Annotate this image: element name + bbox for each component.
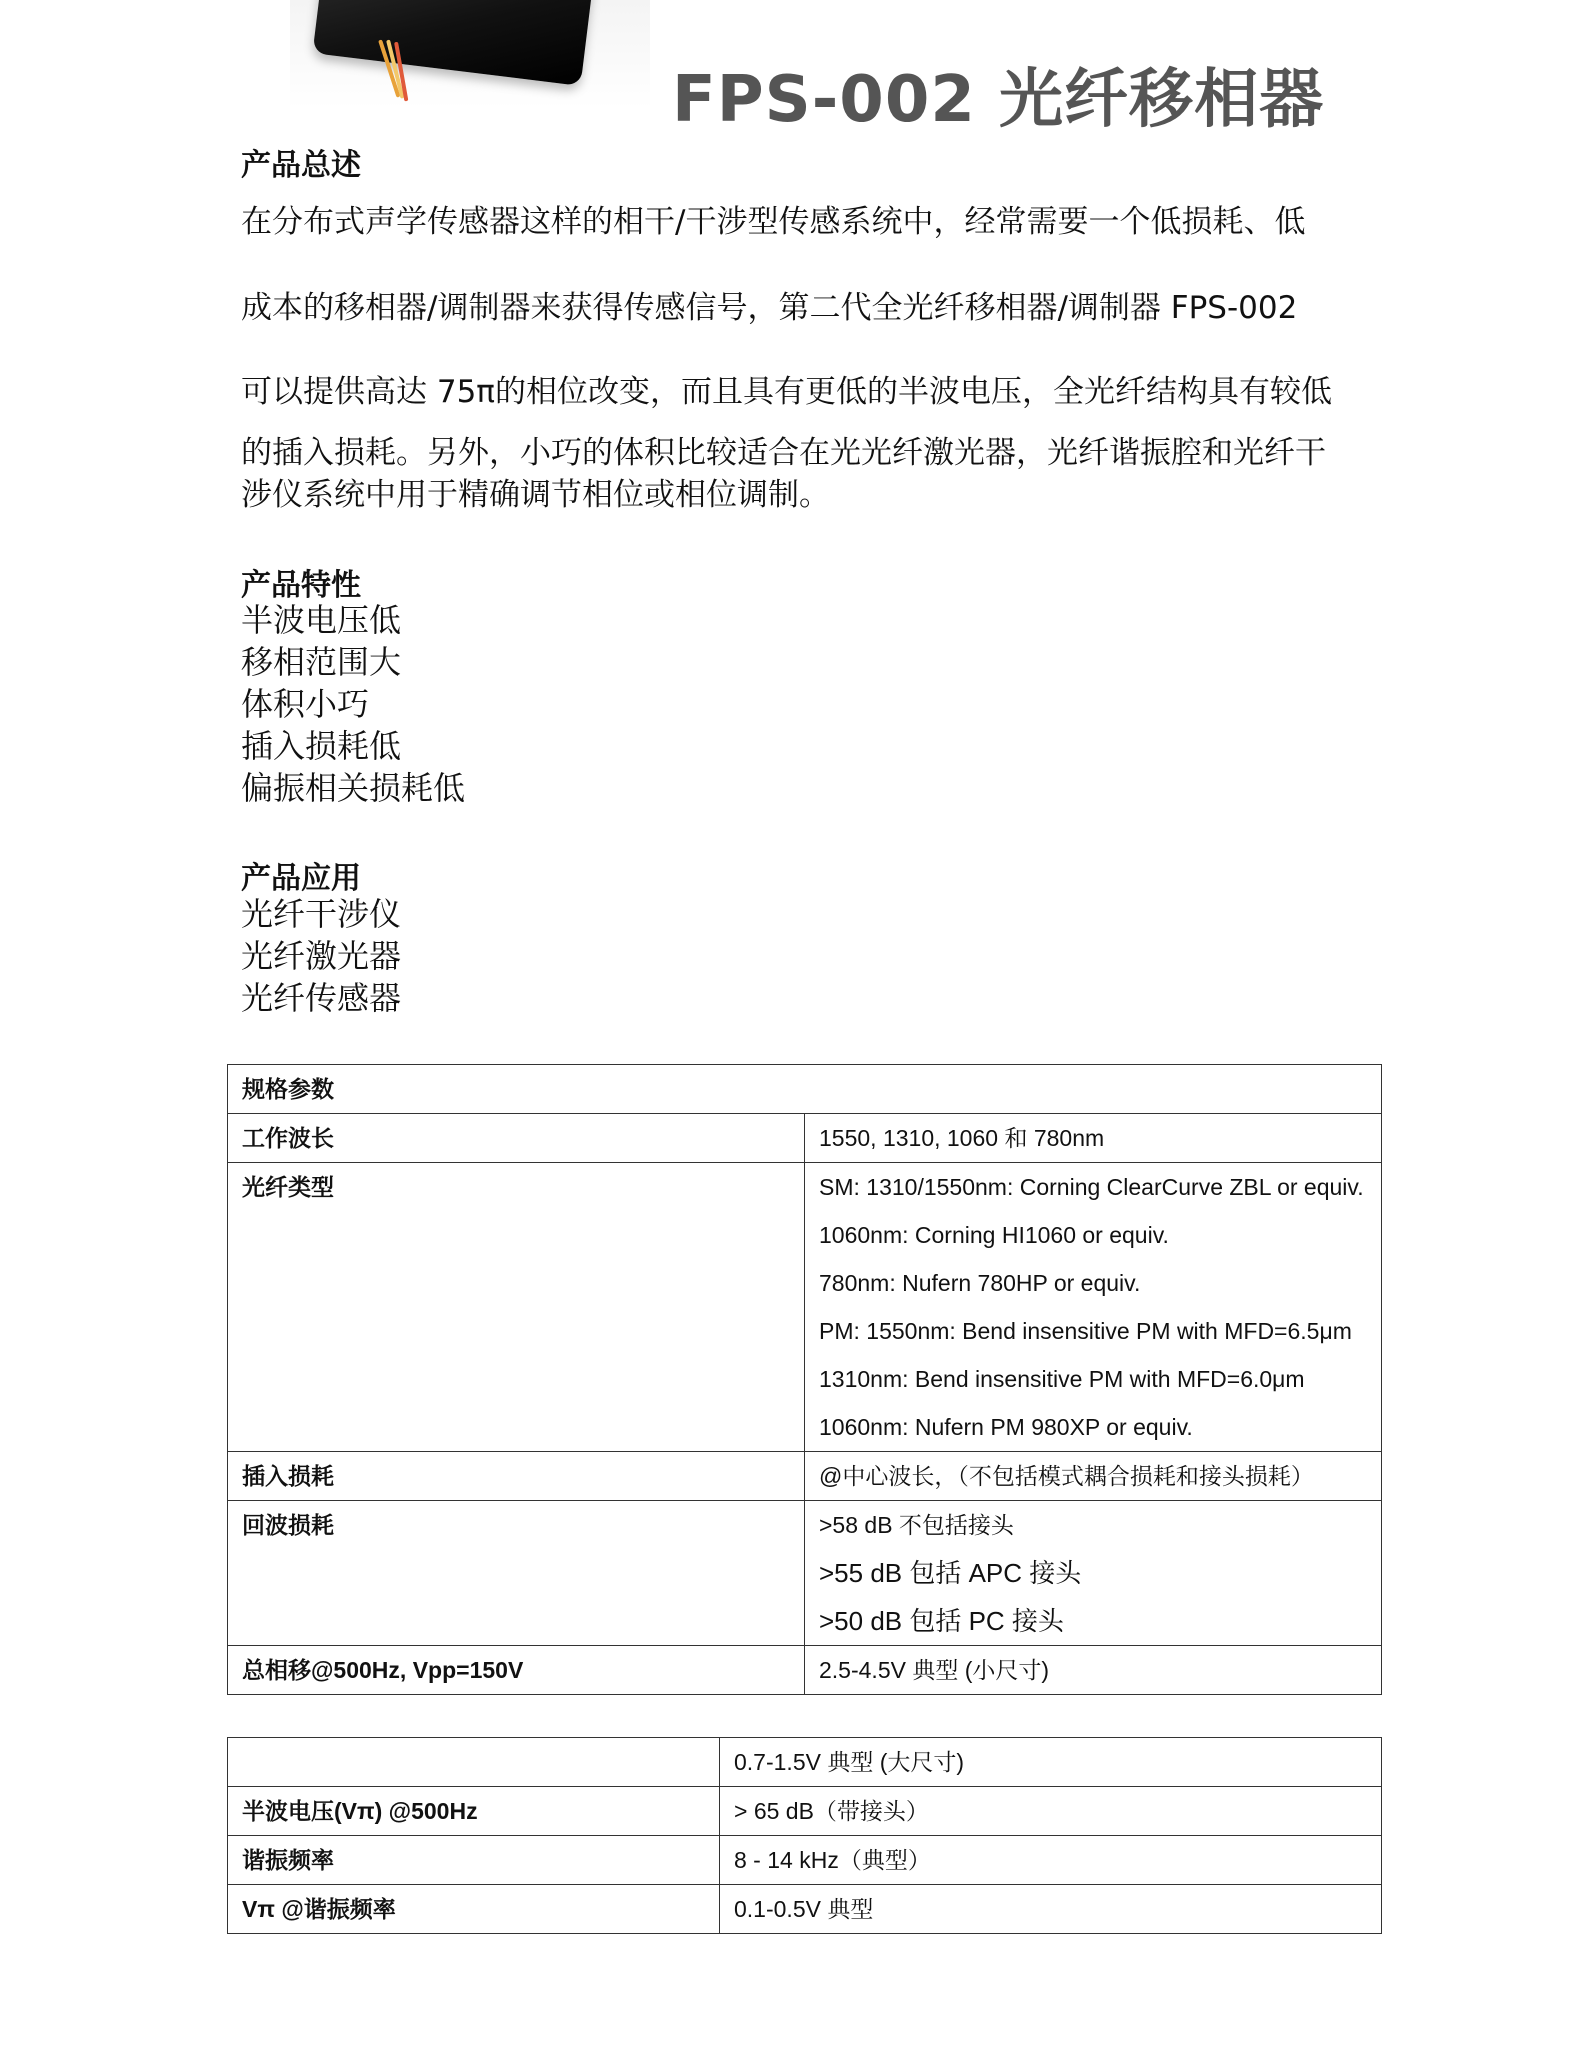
overview-heading: 产品总述	[241, 148, 361, 183]
overview-line: 成本的移相器/调制器来获得传感信号，第二代全光纤移相器/调制器 FPS-002	[241, 290, 1298, 326]
spec-table-header: 规格参数	[228, 1065, 1382, 1114]
spec-value: 0.1-0.5V 典型	[720, 1885, 1382, 1934]
spec-key: 回波损耗	[228, 1501, 805, 1646]
feature-item: 体积小巧	[241, 685, 370, 723]
spec-key: 插入损耗	[228, 1452, 805, 1501]
feature-item: 偏振相关损耗低	[241, 769, 466, 807]
spec-table	[227, 1064, 1382, 1695]
spec-table-continued	[227, 1737, 1382, 1934]
features-list	[241, 599, 465, 809]
table-row	[228, 1501, 1382, 1646]
spec-value: SM: 1310/1550nm: Corning ClearCurve ZBL or equiv. 1060nm: Corning HI1060 or equiv. 780nm: Nufern 780HP or equiv. PM: 1550nm: Bend insensitive PM with MFD=6.5μm 1310nm: Bend insensitive PM with MFD=6.0μm 1060nm: Nufern PM 980XP or equiv.	[805, 1163, 1382, 1452]
table-row	[228, 1065, 1382, 1114]
spec-value: @中心波长，（不包括模式耦合损耗和接头损耗）	[805, 1452, 1382, 1501]
table-row	[228, 1787, 1382, 1836]
spec-key: 半波电压(Vπ) @500Hz	[228, 1787, 720, 1836]
spec-value: >58 dB 不包括接头 >55 dB 包括 APC 接头 >50 dB 包括 PC 接头	[805, 1501, 1382, 1646]
applications-heading: 产品应用	[241, 861, 361, 896]
table-row	[228, 1836, 1382, 1885]
application-item: 光纤干涉仪	[241, 895, 402, 933]
spec-key: 总相移@500Hz, Vpp=150V	[228, 1646, 805, 1695]
feature-item: 半波电压低	[241, 601, 402, 639]
page-title: FPS-002 光纤移相器	[672, 63, 1325, 137]
spec-value: 0.7-1.5V 典型 (大尺寸)	[720, 1738, 1382, 1787]
spec-value: 2.5-4.5V 典型 (小尺寸)	[805, 1646, 1382, 1695]
spec-key: Vπ @谐振频率	[228, 1885, 720, 1934]
spec-key: 光纤类型	[228, 1163, 805, 1452]
spec-value: > 65 dB（带接头）	[720, 1787, 1382, 1836]
spec-key	[228, 1738, 720, 1787]
table-row	[228, 1114, 1382, 1163]
spec-key: 工作波长	[228, 1114, 805, 1163]
spec-value: 8 - 14 kHz（典型）	[720, 1836, 1382, 1885]
table-row	[228, 1885, 1382, 1934]
feature-item: 插入损耗低	[241, 727, 402, 765]
table-row	[228, 1738, 1382, 1787]
feature-item: 移相范围大	[241, 643, 402, 681]
application-item: 光纤激光器	[241, 937, 402, 975]
features-heading: 产品特性	[241, 568, 361, 603]
overview-line: 在分布式声学传感器这样的相干/干涉型传感系统中，经常需要一个低损耗、低	[241, 204, 1306, 240]
table-row	[228, 1163, 1382, 1452]
spec-value: 1550, 1310, 1060 和 780nm	[805, 1114, 1382, 1163]
overview-line: 的插入损耗。另外，小巧的体积比较适合在光光纤激光器，光纤谐振腔和光纤干	[241, 435, 1326, 471]
product-image	[290, 0, 650, 108]
application-item: 光纤传感器	[241, 979, 402, 1017]
spec-key: 谐振频率	[228, 1836, 720, 1885]
overview-line: 可以提供高达 75π的相位改变，而且具有更低的半波电压，全光纤结构具有较低	[241, 374, 1332, 410]
table-row	[228, 1452, 1382, 1501]
phase-shifter-device	[312, 0, 597, 86]
applications-list	[241, 893, 401, 1019]
table-row	[228, 1646, 1382, 1695]
overview-line: 涉仪系统中用于精确调节相位或相位调制。	[241, 477, 830, 513]
